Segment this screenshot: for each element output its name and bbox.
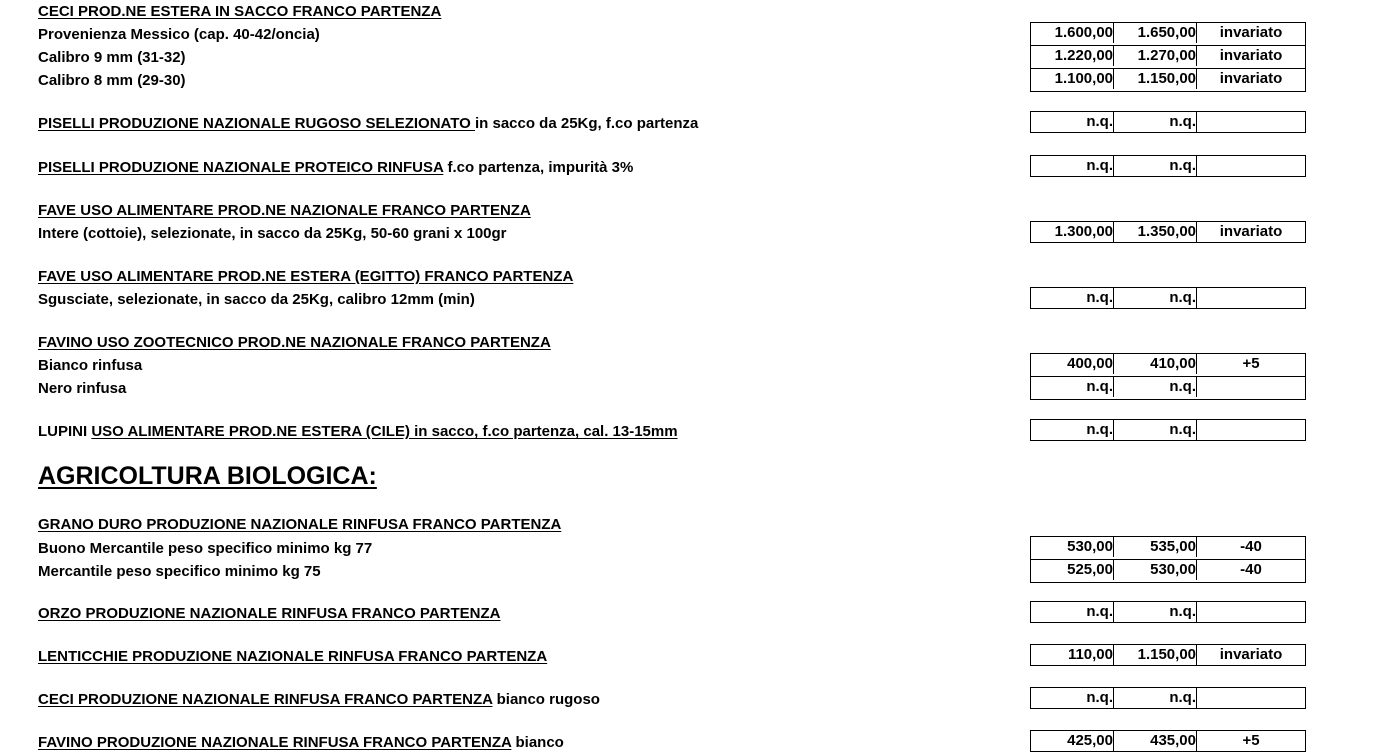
- price-table: [1030, 111, 1306, 133]
- price-max: n.q.: [1114, 156, 1197, 176]
- section-heading: PISELLI PRODUZIONE NAZIONALE PROTEICO RINFUSA: [38, 159, 444, 176]
- section-heading: ORZO PRODUZIONE NAZIONALE RINFUSA FRANCO PARTENZA: [38, 605, 501, 622]
- price-min: n.q.: [1031, 112, 1114, 132]
- section-heading: FAVE USO ALIMENTARE PROD.NE ESTERA (EGITTO) FRANCO PARTENZA: [38, 268, 574, 285]
- price-variation: [1197, 377, 1305, 397]
- price-max: 530,00: [1114, 560, 1197, 580]
- item-label: Calibro 8 mm (29-30): [38, 72, 186, 89]
- price-min: n.q.: [1031, 377, 1114, 397]
- price-variation: -40: [1240, 538, 1262, 555]
- price-variation: [1197, 156, 1305, 176]
- price-table: [1030, 22, 1306, 92]
- section-suffix: bianco: [511, 734, 564, 751]
- price-min: 110,00: [1031, 645, 1114, 665]
- item-label: Bianco rinfusa: [38, 357, 143, 374]
- price-table: [1030, 687, 1306, 709]
- section-heading: USO ALIMENTARE PROD.NE ESTERA (CILE) in sacco, f.co partenza, cal. 13-15mm: [91, 423, 678, 440]
- item-label: Calibro 9 mm (31-32): [38, 49, 186, 66]
- price-max: 535,00: [1114, 537, 1197, 557]
- price-max: 435,00: [1114, 731, 1197, 751]
- price-min: 425,00: [1031, 731, 1114, 751]
- section-heading-line: [38, 691, 600, 709]
- price-variation: invariato: [1219, 47, 1283, 64]
- price-max: 1.270,00: [1114, 46, 1197, 66]
- section-heading: FAVE USO ALIMENTARE PROD.NE NAZIONALE FRANCO PARTENZA: [38, 202, 531, 219]
- price-min: 1.100,00: [1031, 69, 1114, 89]
- price-max: n.q.: [1114, 688, 1197, 708]
- section-heading: CECI PRODUZIONE NAZIONALE RINFUSA FRANCO PARTENZA: [38, 691, 493, 708]
- price-min: n.q.: [1031, 602, 1114, 622]
- price-variation: invariato: [1219, 24, 1283, 41]
- price-variation: invariato: [1219, 646, 1283, 663]
- price-max: n.q.: [1114, 602, 1197, 622]
- item-label: Intere (cottoie), selezionate, in sacco da 25Kg, 50-60 grani x 100gr: [38, 225, 507, 242]
- section-suffix: bianco rugoso: [492, 691, 600, 708]
- price-table: [1030, 155, 1306, 177]
- price-min: 400,00: [1031, 354, 1114, 374]
- item-label: Buono Mercantile peso specifico minimo kg 77: [38, 540, 373, 557]
- section-heading: LENTICCHIE PRODUZIONE NAZIONALE RINFUSA FRANCO PARTENZA: [38, 648, 548, 665]
- section-heading: CECI PROD.NE ESTERA IN SACCO FRANCO PARTENZA: [38, 3, 442, 20]
- item-label: Sgusciate, selezionate, in sacco da 25Kg, calibro 12mm (min): [38, 291, 475, 308]
- price-table: [1030, 536, 1306, 583]
- price-variation: [1197, 420, 1305, 440]
- price-max: 1.650,00: [1114, 23, 1197, 43]
- price-variation: +5: [1242, 355, 1260, 372]
- section-suffix: in sacco da 25Kg, f.co partenza: [474, 115, 699, 132]
- category-title: AGRICOLTURA BIOLOGICA:: [38, 462, 377, 490]
- price-max: n.q.: [1114, 377, 1197, 397]
- section-heading-line: [38, 423, 678, 441]
- section-heading: FAVINO PRODUZIONE NAZIONALE RINFUSA FRANCO PARTENZA: [38, 734, 512, 751]
- price-min: 1.300,00: [1031, 222, 1114, 242]
- price-min: n.q.: [1031, 156, 1114, 176]
- section-heading-line: [38, 159, 633, 177]
- price-table: [1030, 353, 1306, 400]
- section-heading-line: [38, 115, 698, 133]
- section-suffix: f.co partenza, impurità 3%: [443, 159, 634, 176]
- price-variation: -40: [1240, 561, 1262, 578]
- price-variation: [1197, 602, 1305, 622]
- price-table: [1030, 287, 1306, 309]
- price-max: 1.150,00: [1114, 69, 1197, 89]
- price-max: 410,00: [1114, 354, 1197, 374]
- section-heading: GRANO DURO PRODUZIONE NAZIONALE RINFUSA FRANCO PARTENZA: [38, 516, 562, 533]
- price-variation: invariato: [1219, 223, 1283, 240]
- price-min: 530,00: [1031, 537, 1114, 557]
- price-variation: +5: [1242, 732, 1260, 749]
- price-table: [1030, 419, 1306, 441]
- price-min: n.q.: [1031, 288, 1114, 308]
- section-heading: FAVINO USO ZOOTECNICO PROD.NE NAZIONALE FRANCO PARTENZA: [38, 334, 551, 351]
- price-min: n.q.: [1031, 420, 1114, 440]
- item-label: Nero rinfusa: [38, 380, 127, 397]
- price-variation: invariato: [1219, 70, 1283, 87]
- price-max: 1.350,00: [1114, 222, 1197, 242]
- price-max: 1.150,00: [1114, 645, 1197, 665]
- price-min: n.q.: [1031, 688, 1114, 708]
- price-min: 1.600,00: [1031, 23, 1114, 43]
- price-max: n.q.: [1114, 420, 1197, 440]
- price-min: 525,00: [1031, 560, 1114, 580]
- price-variation: [1197, 688, 1305, 708]
- price-variation: [1197, 112, 1305, 132]
- price-table: [1030, 221, 1306, 243]
- price-variation: [1197, 288, 1305, 308]
- section-heading: PISELLI PRODUZIONE NAZIONALE RUGOSO SELEZIONATO: [38, 115, 475, 132]
- price-min: 1.220,00: [1031, 46, 1114, 66]
- item-label: Mercantile peso specifico minimo kg 75: [38, 563, 321, 580]
- item-label: Provenienza Messico (cap. 40-42/oncia): [38, 26, 320, 43]
- price-max: n.q.: [1114, 112, 1197, 132]
- section-heading-line: [38, 734, 564, 752]
- section-prefix: LUPINI: [38, 423, 92, 440]
- price-max: n.q.: [1114, 288, 1197, 308]
- price-table: [1030, 730, 1306, 752]
- price-table: [1030, 644, 1306, 666]
- price-table: [1030, 601, 1306, 623]
